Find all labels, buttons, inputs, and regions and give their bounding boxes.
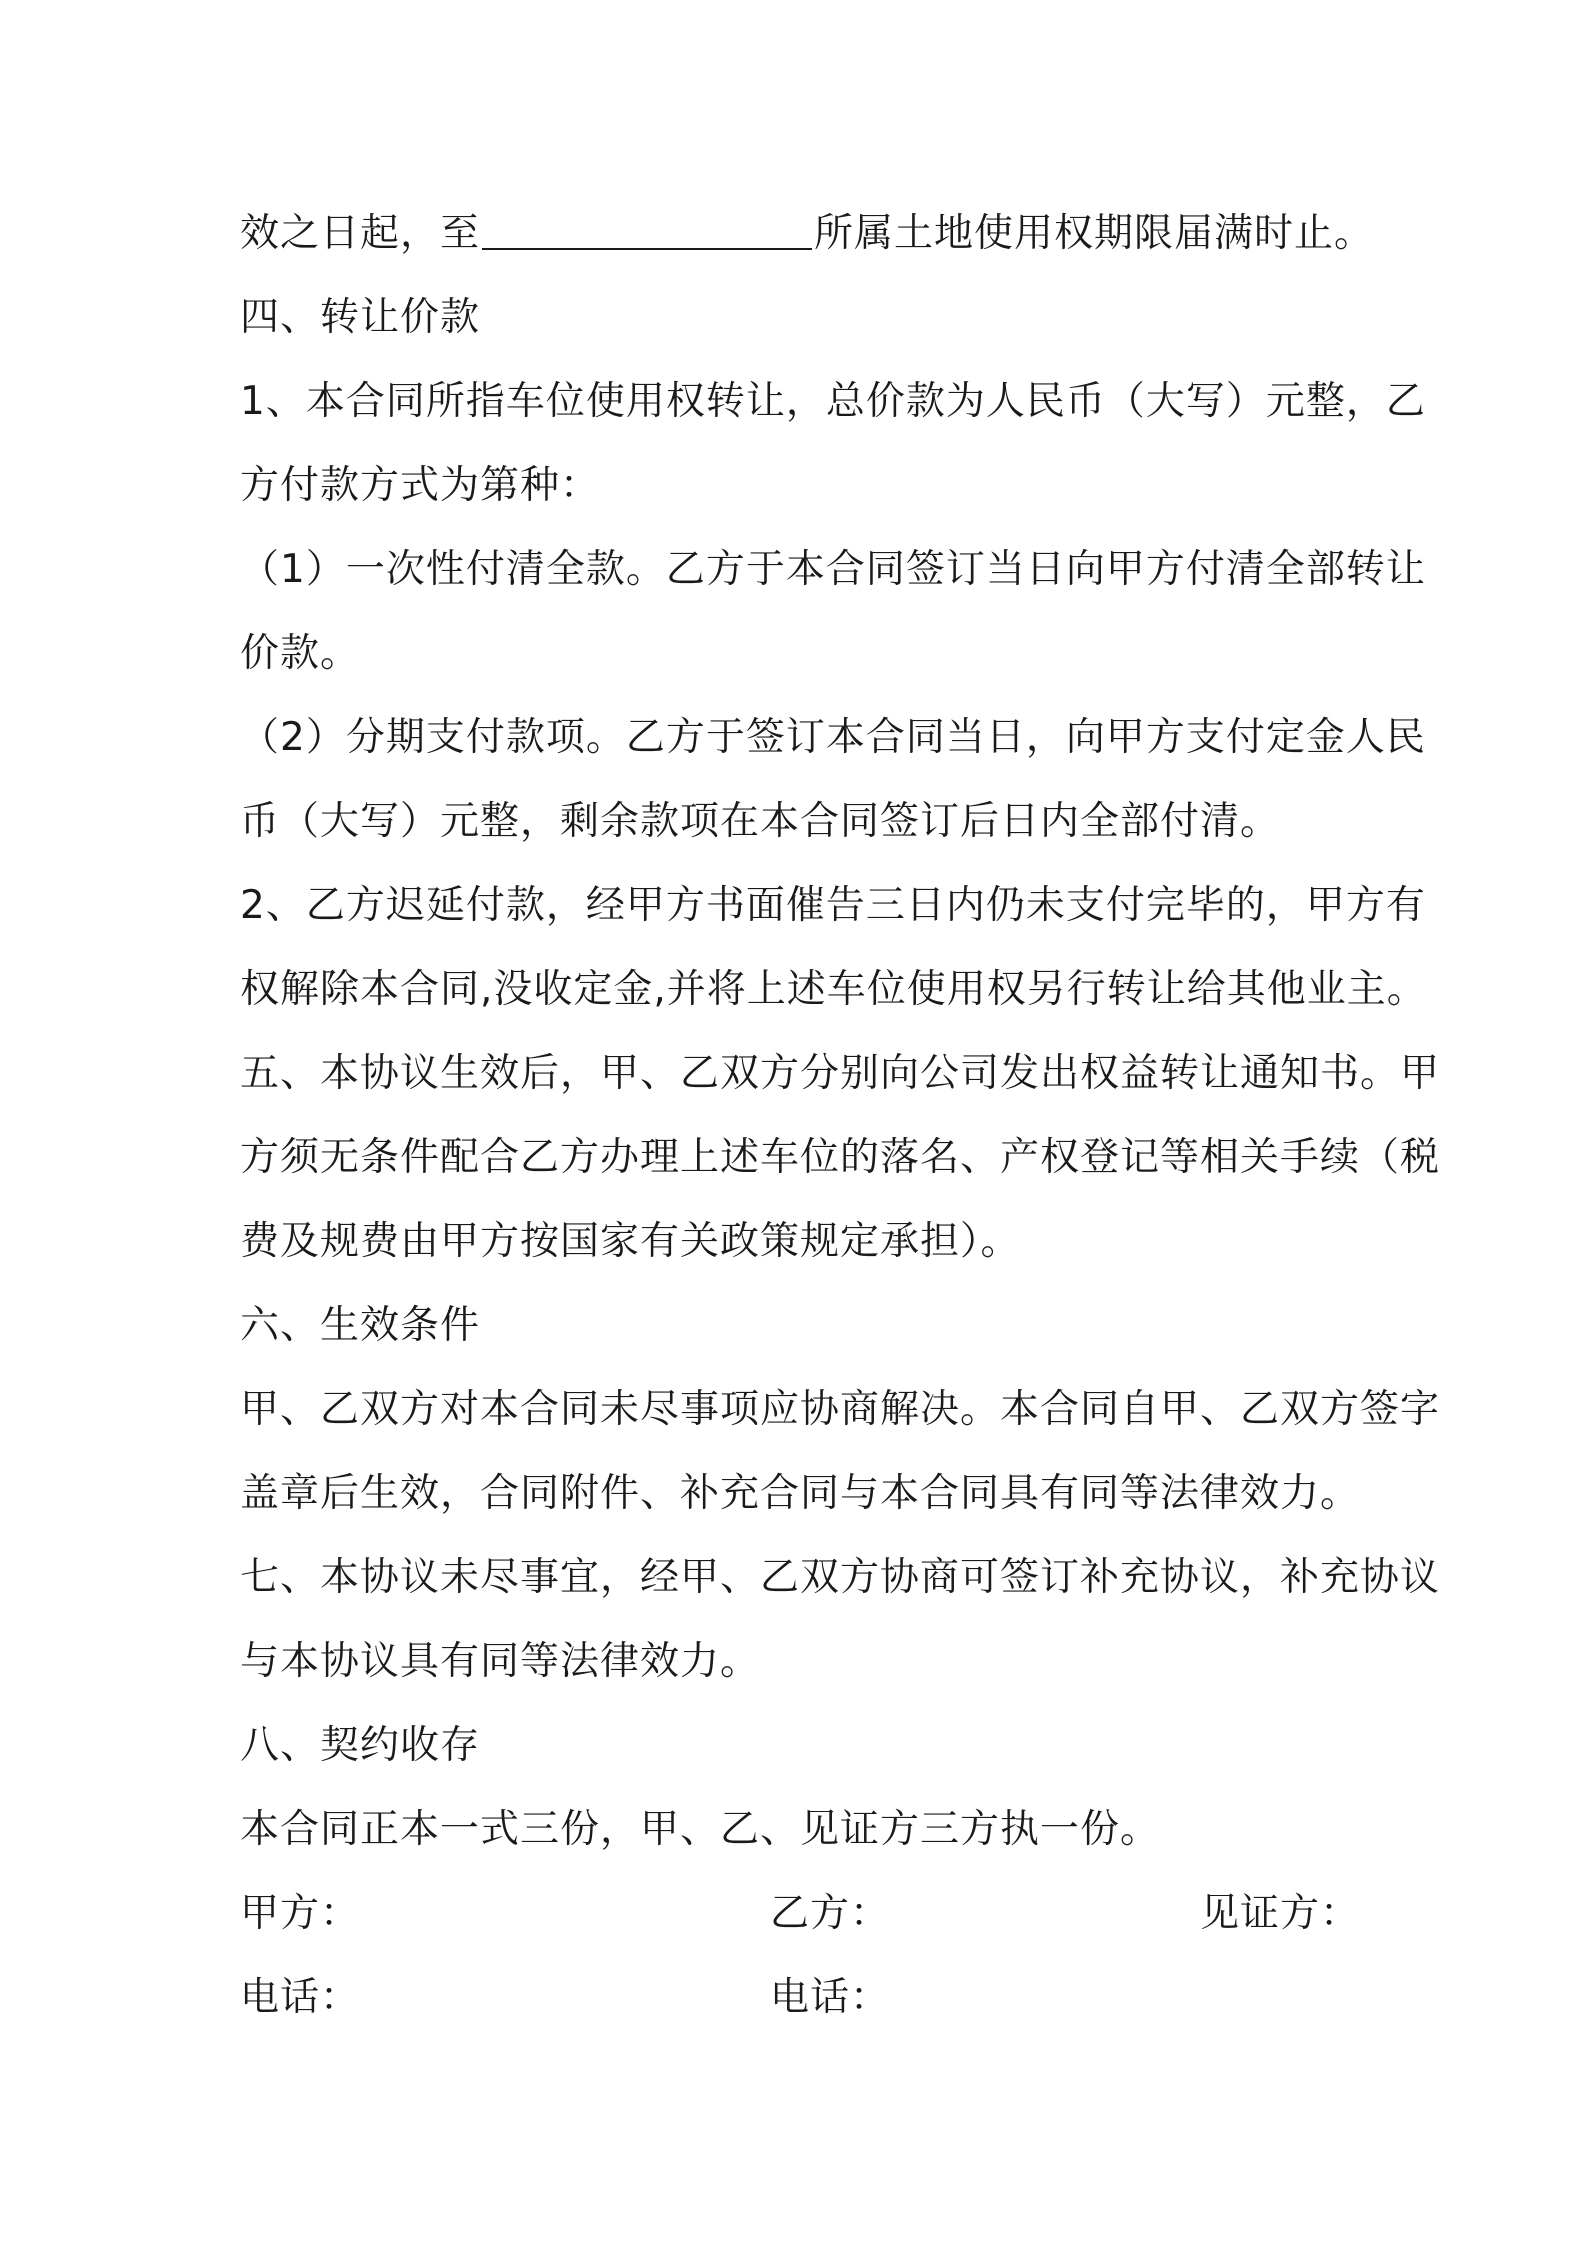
signature-row [240, 1872, 1361, 1956]
phone-row [240, 1956, 1356, 2040]
paragraph-line: （1）一次性付清全款。乙方于本合同签订当日向甲方付清全部转让 [240, 547, 1426, 592]
paragraph-line: 与本协议具有同等法律效力。 [240, 1639, 761, 1684]
party-b-label: 乙方： [770, 1891, 891, 1936]
section-heading-storage: 八、契约收存 [240, 1723, 481, 1768]
fill-in-blank [482, 208, 812, 250]
contract-body [240, 192, 1441, 2040]
section-heading-price: 四、转让价款 [240, 295, 481, 340]
party-a-phone-label: 电话： [240, 1975, 361, 2020]
paragraph-line: 费及规费由甲方按国家有关政策规定承担）。 [240, 1219, 1021, 1264]
party-b-phone-label: 电话： [770, 1975, 891, 2020]
term-text-after: 所属土地使用权期限届满时止。 [814, 211, 1375, 256]
paragraph-line: 币（大写）元整，剩余款项在本合同签订后日内全部付清。 [240, 799, 1281, 844]
party-a-label: 甲方： [240, 1891, 361, 1936]
paragraph-line: 甲、乙双方对本合同未尽事项应协商解决。本合同自甲、乙双方签字 [240, 1387, 1441, 1432]
paragraph-line: 2、乙方迟延付款，经甲方书面催告三日内仍未支付完毕的，甲方有 [240, 883, 1426, 928]
paragraph-line: 价款。 [240, 631, 361, 676]
term-line [240, 192, 1375, 276]
paragraph-line: （2）分期支付款项。乙方于签订本合同当日，向甲方支付定金人民 [240, 715, 1426, 760]
paragraph-line: 五、本协议生效后，甲、乙双方分别向公司发出权益转让通知书。甲 [240, 1051, 1441, 1096]
paragraph-line: 七、本协议未尽事宜，经甲、乙双方协商可签订补充协议，补充协议 [240, 1555, 1441, 1600]
paragraph-line: 方须无条件配合乙方办理上述车位的落名、产权登记等相关手续（税 [240, 1135, 1441, 1180]
paragraph-line: 1、本合同所指车位使用权转让，总价款为人民币（大写）元整，乙 [240, 379, 1426, 424]
paragraph-line: 本合同正本一式三份，甲、乙、见证方三方执一份。 [240, 1807, 1161, 1852]
witness-label: 见证方： [1200, 1891, 1361, 1936]
paragraph-line: 权解除本合同,没收定金,并将上述车位使用权另行转让给其他业主。 [240, 967, 1427, 1012]
paragraph-line: 盖章后生效，合同附件、补充合同与本合同具有同等法律效力。 [240, 1471, 1361, 1516]
term-text-before: 效之日起，至 [240, 211, 481, 256]
paragraph-line: 方付款方式为第种： [240, 463, 601, 508]
section-heading-effect: 六、生效条件 [240, 1303, 481, 1348]
